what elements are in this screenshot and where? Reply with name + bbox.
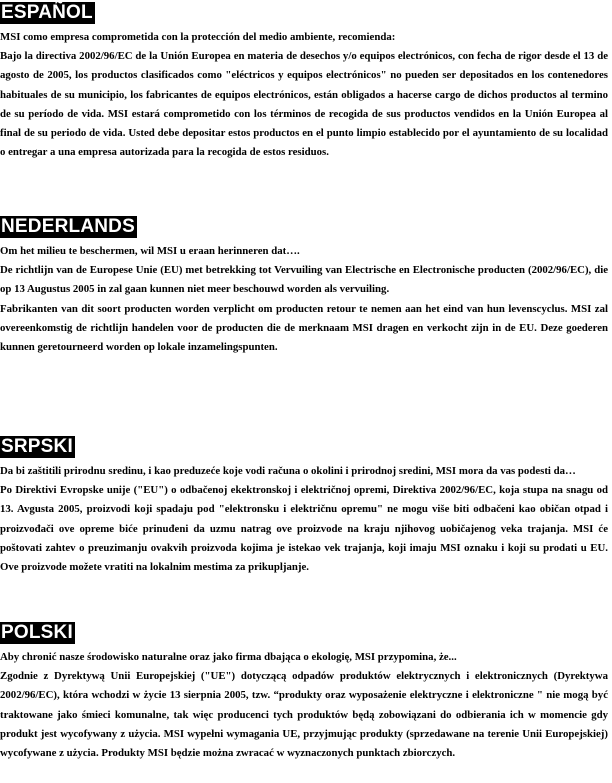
section-intro: Om het milieu te beschermen, wil MSI u eraan herinneren dat…. [0,245,300,257]
section-intro: MSI como empresa comprometida con la protección del medio ambiente, recomienda: [0,31,396,43]
section-espanol [0,2,612,162]
section-intro: Aby chronić nasze środowisko naturalne oraz jako firma dbająca o ekologię, MSI przypomina, że... [0,651,457,663]
section-body-2: Fabrikanten van dit soort producten worden verplicht om producten retour te nemen aan het eind van hun levenscyclus. MSI zal overeenkomstig de richtlijn handelen voor de producten die de merknaam MSI dragen en verkocht zijn in de EU. Deze goederen kunnen geretourneerd worden op lokale inzamelingspunten. [0,302,608,354]
section-body: De richtlijn van de Europese Unie (EU) met betrekking tot Vervuiling van Electrische en Electronische producten (2002/96/EC), die op 13 Augustus 2005 in zal gaan kunnen niet meer beschouwd worden als vervuiling. [0,264,608,296]
section-intro: Da bi zaštitili prirodnu sredinu, i kao preduzeće koje vodi računa o okolini i prirodnoj sredini, MSI mora da vas podesti da… [0,465,576,477]
section-srpski [0,436,612,577]
section-heading: SRPSKI [1,436,73,457]
section-body: Bajo la directiva 2002/96/EC de la Unión Europea en materia de desechos y/o equipos electrónicos, con fecha de rigor desde el 13 de agosto de 2005, los productos clasificados como "eléctricos y equipos electrónicos" no pueden ser depositados en los contenedores habituales de su municipio, los fabricantes de equipos electrónicos, están obligados a hacerse cargo de dichos productos al termino de su período de vida. MSI estará comprometido con los términos de recogida de sus productos vendidos en la Unión Europea al final de su periodo de vida. Usted debe depositar estos productos en el punto limpio establecido por el ayuntamiento de su localidad o entregar a una empresa autorizada para la recogida de estos residuos. [0,50,608,159]
section-heading: NEDERLANDS [1,216,135,237]
section-polski [0,622,612,763]
section-heading: POLSKI [1,622,73,643]
section-body: Zgodnie z Dyrektywą Unii Europejskiej ("UE") dotyczącą odpadów produktów elektrycznych i elektronicznych (Dyrektywa 2002/96/EC), która wchodzi w życie 13 sierpnia 2005, tzw. “produkty oraz wyposażenie elektryczne i elektroniczne " nie mogą być traktowane jako śmieci komunalne, tak więc producenci tych produktów będą zobowiązani do odbierania ich w momencie gdy produkt jest wycofywany z użycia. MSI wypełni wymagania UE, przyjmując produkty (sprzedawane na terenie Unii Europejskiej) wycofywane z użycia. Produkty MSI będzie można zwracać w wyznaczonych punktach zbiorczych. [0,670,608,760]
section-nederlands [0,216,612,357]
section-heading: ESPAÑOL [1,2,93,23]
section-body: Po Direktivi Evropske unije ("EU") o odbačenoj ekektronskoj i električnoj opremi, Direktiva 2002/96/EC, koja stupa na snagu od 13. Avgusta 2005, proizvodi koji spadaju pod "elektronsku i električnu opremu" ne mogu više biti odbačeni kao običan otpad i proizvođači ove opreme biće prinuđeni da uzmu natrag ove proizvode na kraju njihovog uobičajenog veka trajanja. MSI će poštovati zahtev o preuzimanju ovakvih proizvoda kojima je istekao vek trajanja, koji imaju MSI oznaku i koji su prodati u EU. Ove proizvode možete vratiti na lokalnim mestima za prikupljanje. [0,484,608,574]
